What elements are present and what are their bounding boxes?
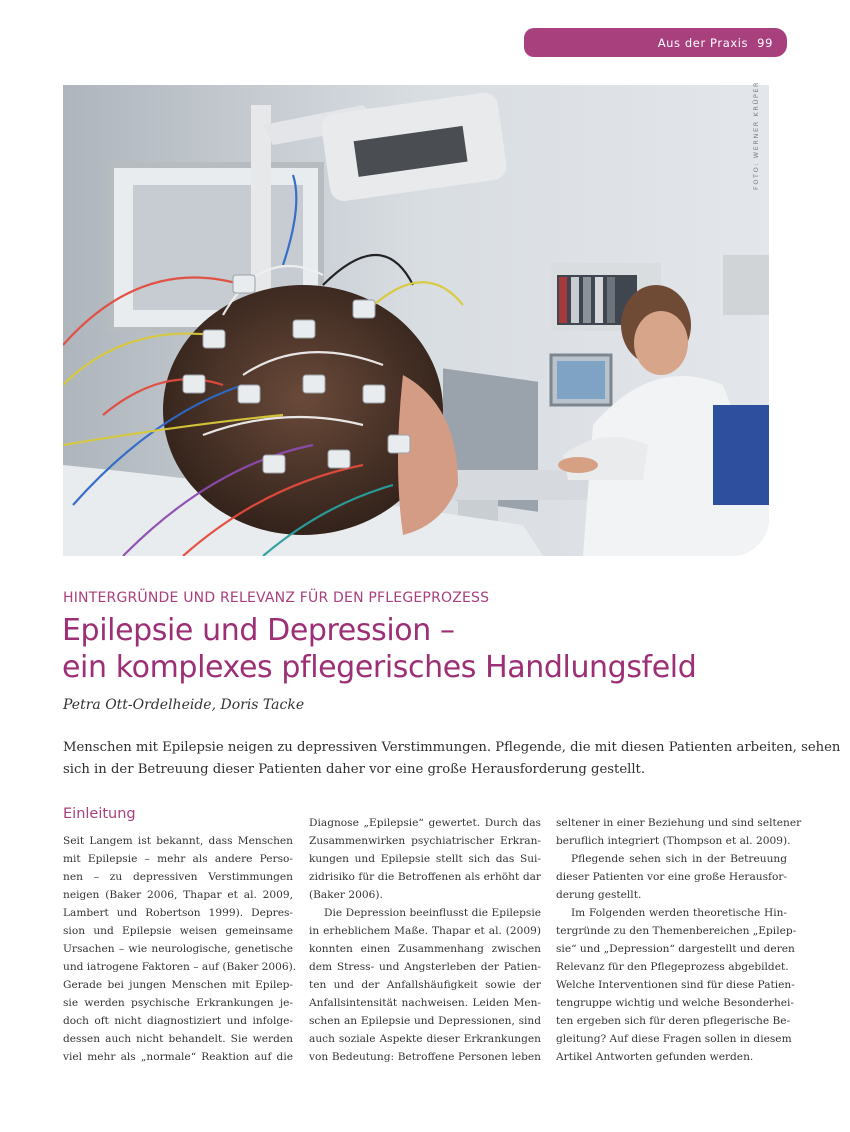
text-column-1 bbox=[63, 832, 297, 1066]
text-line: Artikel Antworten gefunden werden. bbox=[556, 1051, 754, 1063]
text-line: beruflich integriert (Thompson et al. 2009). bbox=[556, 835, 791, 847]
text-column-2 bbox=[309, 814, 541, 1066]
text-line: Diagnose „Epilepsie“ gewertet. Durch das bbox=[309, 817, 541, 829]
text-line: Welche Interventionen sind für diese Patien- bbox=[556, 979, 795, 991]
text-line: derung gestellt. bbox=[556, 889, 642, 901]
text-line: schen an Epilepsie und Depressionen, sind bbox=[309, 1015, 541, 1027]
text-line: neigen (Baker 2006, Thapar et al. 2009, bbox=[63, 889, 293, 901]
text-line: (Baker 2006). bbox=[309, 889, 383, 901]
article-photo bbox=[63, 85, 769, 556]
lead-line: sich in der Betreuung dieser Patienten daher vor eine große Herausforderung gestellt. bbox=[63, 762, 646, 777]
text-line: ten ergeben sich für deren pflegerische Be- bbox=[556, 1015, 791, 1027]
article-kicker: HINTERGRÜNDE UND RELEVANZ FÜR DEN PFLEGEPROZESS bbox=[63, 590, 490, 606]
page-number: 99 bbox=[757, 35, 773, 50]
text-line: auch soziale Aspekte dieser Erkrankungen bbox=[309, 1033, 541, 1045]
text-line: sie“ und „Depression“ dargestellt und deren bbox=[556, 943, 795, 955]
text-line: nen – zu depressiven Verstimmungen bbox=[63, 871, 293, 883]
text-line: sion und Epilepsie weisen gemeinsame bbox=[63, 925, 293, 937]
text-line: von Bedeutung: Betroffene Personen leben bbox=[309, 1051, 541, 1063]
article-title bbox=[62, 612, 696, 686]
photo-credit: FOTO: WERNER KRÜPER bbox=[752, 80, 760, 190]
article-lead bbox=[63, 737, 841, 781]
text-line: Relevanz für den Pflegeprozess abgebildet. bbox=[556, 961, 789, 973]
text-line: Anfallsintensität nachweisen. Leiden Men- bbox=[309, 997, 541, 1009]
text-line: seltener in einer Beziehung und sind seltener bbox=[556, 817, 802, 829]
section-heading: Einleitung bbox=[63, 806, 136, 822]
text-line: viel mehr als „normale“ Reaktion auf die bbox=[63, 1051, 293, 1063]
text-line: dem Stress- und Angsterleben der Patien- bbox=[309, 961, 541, 973]
text-line: Die Depression beeinflusst die Epilepsie bbox=[324, 907, 541, 919]
text-line: Seit Langem ist bekannt, dass Menschen bbox=[63, 835, 293, 847]
text-line: in erheblichem Maße. Thapar et al. (2009) bbox=[309, 925, 541, 937]
text-line: dieser Patienten vor eine große Herausfor- bbox=[556, 871, 787, 883]
text-line: tergründe zu den Themenbereichen „Epilep- bbox=[556, 925, 797, 937]
text-line: ten und der Anfallshäufigkeit sowie der bbox=[309, 979, 541, 991]
text-column-3 bbox=[556, 814, 802, 1066]
text-line: Ursachen – wie neurologische, genetische bbox=[63, 943, 293, 955]
text-line: sie werden psychische Erkrankungen je- bbox=[63, 997, 293, 1009]
text-line: Gerade bei jungen Menschen mit Epilep- bbox=[63, 979, 293, 991]
text-line: tengruppe wichtig und welche Besonderhei- bbox=[556, 997, 795, 1009]
text-line: zidrisiko für die Betroffenen als erhöht dar bbox=[309, 871, 541, 883]
title-line-2: ein komplexes pflegerisches Handlungsfeld bbox=[62, 650, 697, 685]
text-line: Zusammenwirken psychiatrischer Erkran- bbox=[309, 835, 541, 847]
eeg-scene-illustration bbox=[63, 85, 769, 556]
title-line-1: Epilepsie und Depression – bbox=[62, 613, 455, 648]
text-line: Im Folgenden werden theoretische Hin- bbox=[571, 907, 787, 919]
section-label: Aus der Praxis bbox=[657, 35, 749, 50]
text-line: dessen auch nicht behandelt. Sie werden bbox=[63, 1033, 293, 1045]
article-authors: Petra Ott-Ordelheide, Doris Tacke bbox=[63, 697, 305, 713]
text-line: Pflegende sehen sich in der Betreuung bbox=[571, 853, 787, 865]
text-line: Lambert und Robertson 1999). Depres- bbox=[63, 907, 293, 919]
text-line: mit Epilepsie – mehr als andere Perso- bbox=[63, 853, 293, 865]
text-line: doch oft nicht diagnostiziert und infolge- bbox=[63, 1015, 293, 1027]
text-line: konnten einen Zusammenhang zwischen bbox=[309, 943, 541, 955]
lead-line: Menschen mit Epilepsie neigen zu depressiven Verstimmungen. Pflegende, die mit diesen Patienten arbeiten, sehen bbox=[63, 740, 841, 755]
section-header-tab bbox=[524, 28, 787, 57]
text-line: gleitung? Auf diese Fragen sollen in diesem bbox=[556, 1033, 792, 1045]
text-line: und iatrogene Faktoren – auf (Baker 2006). bbox=[63, 961, 297, 973]
text-line: kungen und Epilepsie stellt sich das Sui- bbox=[309, 853, 541, 865]
